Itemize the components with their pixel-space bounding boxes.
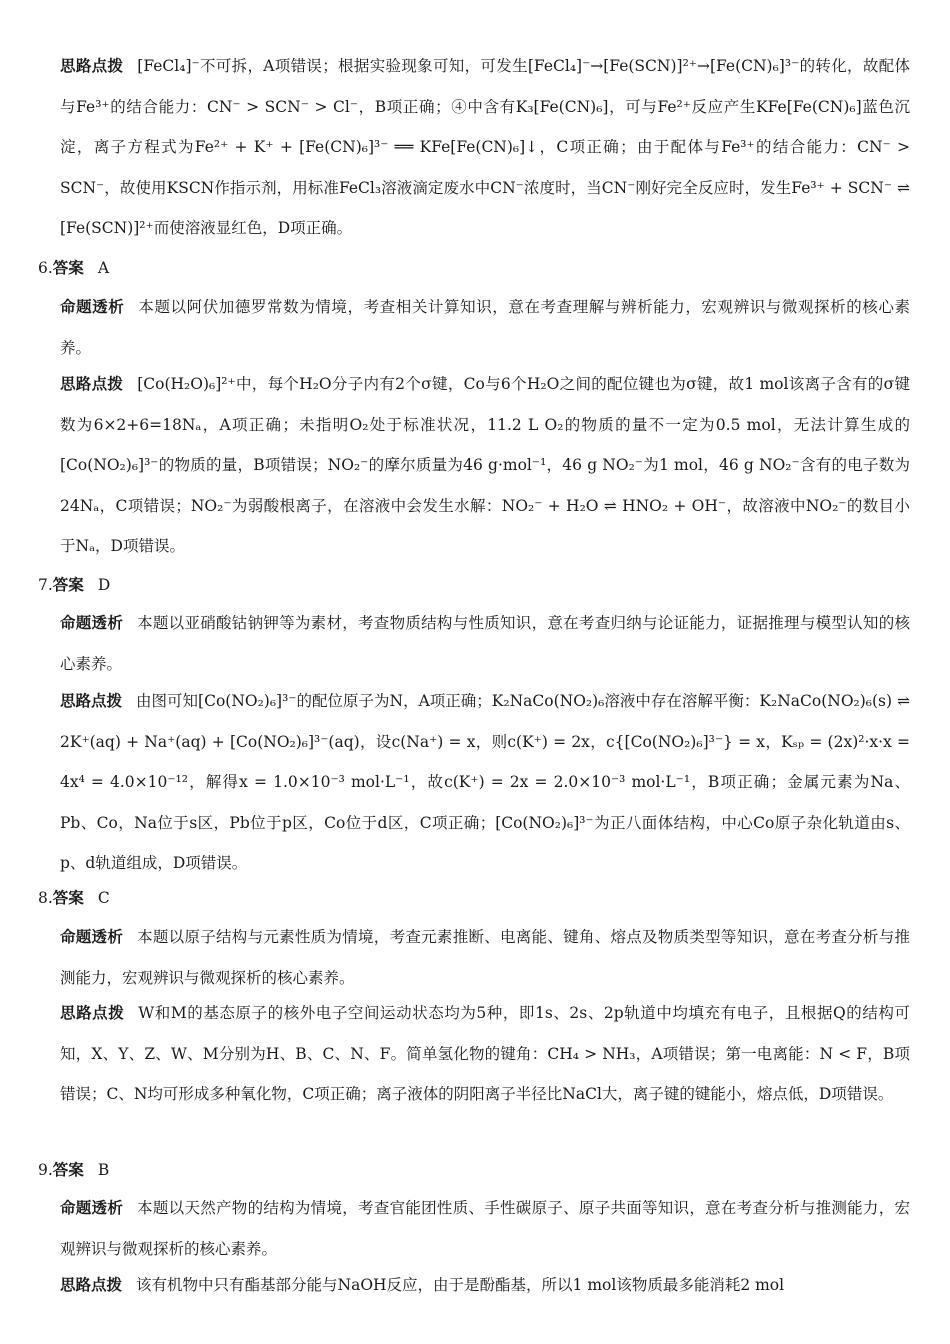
section-label: 命题透析 (60, 614, 124, 632)
section-label: 思路点拨 (60, 375, 124, 393)
paragraph-text: 本题以阿伏加德罗常数为情境，考查相关计算知识，意在考查理解与辨析能力，宏观辨识与微观探析的核心素养。 (60, 298, 910, 357)
answer-line-q9 (38, 1150, 109, 1190)
section-label: 思路点拨 (60, 692, 123, 710)
section-label: 命题透析 (60, 928, 124, 946)
intent-paragraph-q9 (60, 1188, 910, 1269)
answer-label: 答案 (52, 889, 84, 907)
paragraph-text: W和M的基态原子的核外电子空间运动状态均为5种，即1s、2s、2p轨道中均填充有电子，且根据Q的结构可知，X、Y、Z、W、M分别为H、B、C、N、F。简单氢化物的键角：CH₄ > NH₃，A项错误；第一电离能：N < F，B项错误；C、N均可形成多种氧化物，C项正确；离子液体的阴阳离子半径比NaCl大，离子键的键能小，熔点低，D项错误。 (60, 1004, 910, 1103)
section-label: 思路点拨 (60, 1004, 125, 1022)
intent-paragraph-q6 (60, 287, 910, 368)
answer-label: 答案 (52, 576, 84, 594)
intent-paragraph-q8 (60, 917, 910, 998)
paragraph-text: 本题以亚硝酸钴钠钾等为素材，考查物质结构与性质知识，意在考查归纳与论证能力，证据推理与模型认知的核心素养。 (60, 614, 910, 673)
answer-line-q8 (38, 878, 110, 918)
answer-line-q6 (38, 248, 109, 288)
paragraph-text: [FeCl₄]⁻不可拆，A项错误；根据实验现象可知，可发生[FeCl₄]⁻→[Fe(SCN)]²⁺→[Fe(CN)₆]³⁻的转化，故配体与Fe³⁺的结合能力：CN⁻ > SCN⁻ > Cl⁻，B项正确；④中含有K₃[Fe(CN)₆]，可与Fe²⁺反应产生KFe[Fe(CN)₆]蓝色沉淀，离子方程式为Fe²⁺ + K⁺ + [Fe(CN)₆]³⁻ ══ KFe[Fe(CN)₆]↓，C项正确；由于配体与Fe³⁺的结合能力：CN⁻ > SCN⁻，故使用KSCN作指示剂，用标准FeCl₃溶液滴定废水中CN⁻浓度时，当CN⁻刚好完全反应时，发生Fe³⁺ + SCN⁻ ⇌ [Fe(SCN)]²⁺而使溶液显红色，D项正确。 (60, 57, 910, 237)
question-number: 6. (38, 259, 53, 277)
analysis-paragraph-q5 (60, 46, 910, 249)
answer-value: B (97, 1161, 110, 1179)
analysis-paragraph-q6 (60, 364, 910, 567)
paragraph-text: 本题以原子结构与元素性质为情境，考查元素推断、电离能、键角、熔点及物质类型等知识，意在考查分析与推测能力，宏观辨识与微观探析的核心素养。 (60, 928, 910, 987)
question-number: 8. (38, 889, 53, 907)
paragraph-text: 本题以天然产物的结构为情境，考查官能团性质、手性碳原子、原子共面等知识，意在考查分析与推测能力，宏观辨识与微观探析的核心素养。 (60, 1199, 910, 1258)
intent-paragraph-q7 (60, 603, 910, 684)
answer-label: 答案 (52, 1161, 84, 1179)
section-label: 命题透析 (60, 298, 125, 316)
answer-value: D (97, 576, 111, 594)
section-label: 命题透析 (60, 1199, 124, 1217)
question-number: 9. (38, 1161, 53, 1179)
analysis-paragraph-q7 (60, 681, 910, 884)
analysis-paragraph-q9 (60, 1265, 910, 1306)
paragraph-text: 由图可知[Co(NO₂)₆]³⁻的配位原子为N，A项正确；K₂NaCo(NO₂)₆溶液中存在溶解平衡：K₂NaCo(NO₂)₆(s) ⇌ 2K⁺(aq) + Na⁺(aq) + [Co(NO₂)₆]³⁻(aq)，设c(Na⁺) = x，则c(K⁺) = 2x，c{[Co(NO₂)₆]³⁻} = x，Kₛₚ = (2x)²·x·x = 4x⁴ = 4.0×10⁻¹²，解得x = 1.0×10⁻³ mol·L⁻¹，故c(K⁺) = 2x = 2.0×10⁻³ mol·L⁻¹，B项正确；金属元素为Na、Pb、Co，Na位于s区，Pb位于p区，Co位于d区，C项正确；[Co(NO₂)₆]³⁻为正八面体结构，中心Co原子杂化轨道由s、p、d轨道组成，D项错误。 (60, 692, 910, 872)
paragraph-text: [Co(H₂O)₆]²⁺中，每个H₂O分子内有2个σ键，Co与6个H₂O之间的配位键也为σ键，故1 mol该离子含有的σ键数为6×2+6=18Nₐ，A项正确；未指明O₂处于标准状况，11.2 L O₂的物质的量不一定为0.5 mol，无法计算生成的[Co(NO₂)₆]³⁻的物质的量，B项错误；NO₂⁻的摩尔质量为46 g·mol⁻¹，46 g NO₂⁻为1 mol，46 g NO₂⁻含有的电子数为24Nₐ，C项错误；NO₂⁻为弱酸根离子，在溶液中会发生水解：NO₂⁻ + H₂O ⇌ HNO₂ + OH⁻，故溶液中NO₂⁻的数目小于Nₐ，D项错误。 (60, 375, 910, 555)
paragraph-text: 该有机物中只有酯基部分能与NaOH反应，由于是酚酯基，所以1 mol该物质最多能消耗2 mol (136, 1276, 785, 1294)
answer-label: 答案 (52, 259, 84, 277)
question-number: 7. (38, 576, 53, 594)
section-label: 思路点拨 (60, 1276, 123, 1294)
analysis-paragraph-q8 (60, 993, 910, 1115)
answer-value: C (97, 889, 110, 907)
answer-line-q7 (38, 565, 110, 605)
section-label: 思路点拨 (60, 57, 124, 75)
answer-value: A (97, 259, 110, 277)
